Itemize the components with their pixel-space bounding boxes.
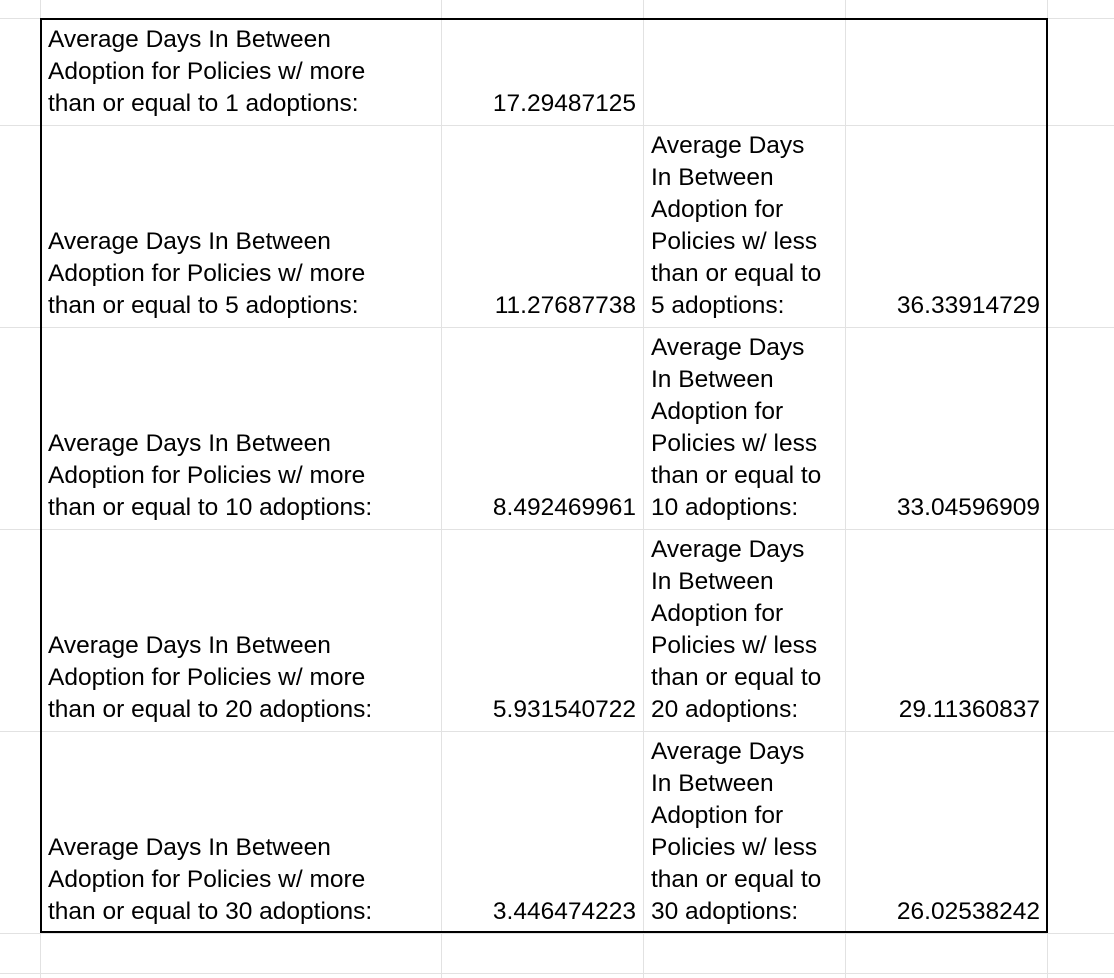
more-label-text: Average Days In Between Adoption for Policies w/ more than or equal to 5 adoptions: (48, 228, 366, 319)
less-label-text: Average Days In Between Adoption for Policies w/ less than or equal to 10 adoptions: (651, 334, 822, 521)
less-label-text: Average Days In Between Adoption for Policies w/ less than or equal to 5 adoptions: (651, 132, 822, 319)
cell-less-value[interactable] (846, 732, 1047, 933)
cell-less-label[interactable] (644, 126, 845, 327)
more-value-text: 3.446474223 (492, 898, 636, 925)
cell-more-label[interactable] (41, 126, 441, 327)
cell-more-value[interactable] (442, 732, 643, 933)
cell-more-label[interactable] (41, 732, 441, 933)
more-label-text: Average Days In Between Adoption for Policies w/ more than or equal to 20 adoptions: (48, 632, 373, 723)
cell-less-label[interactable] (644, 328, 845, 529)
empty-cell[interactable] (442, 934, 643, 973)
more-label-text: Average Days In Between Adoption for Policies w/ more than or equal to 10 adoptions: (48, 430, 373, 521)
less-value-text: 33.04596909 (896, 494, 1040, 521)
more-value-text: 8.492469961 (492, 494, 636, 521)
cell-less-label[interactable] (644, 19, 845, 125)
cell-more-value[interactable] (442, 530, 643, 731)
cell-less-label[interactable] (644, 530, 845, 731)
less-value-text: 26.02538242 (896, 898, 1040, 925)
less-label-text: Average Days In Between Adoption for Policies w/ less than or equal to 30 adoptions: (651, 738, 822, 925)
less-value-text: 29.11360837 (898, 696, 1040, 723)
more-label-text: Average Days In Between Adoption for Policies w/ more than or equal to 30 adoptions: (48, 834, 373, 925)
more-value-text: 17.29487125 (492, 90, 636, 117)
cell-more-value[interactable] (442, 19, 643, 125)
empty-cell[interactable] (41, 934, 441, 973)
cell-less-value[interactable] (846, 530, 1047, 731)
cell-more-label[interactable] (41, 530, 441, 731)
more-value-text: 11.27687738 (494, 292, 636, 319)
more-value-text: 5.931540722 (492, 696, 636, 723)
cell-less-value[interactable] (846, 19, 1047, 125)
cell-less-value[interactable] (846, 126, 1047, 327)
cell-less-value[interactable] (846, 328, 1047, 529)
empty-cell[interactable] (846, 934, 1047, 973)
cell-more-value[interactable] (442, 126, 643, 327)
cell-more-label[interactable] (41, 19, 441, 125)
gridline-horizontal (0, 973, 1114, 974)
cell-less-label[interactable] (644, 732, 845, 933)
more-label-text: Average Days In Between Adoption for Policies w/ more than or equal to 1 adoptions: (48, 26, 366, 117)
cell-more-label[interactable] (41, 328, 441, 529)
less-label-text: Average Days In Between Adoption for Policies w/ less than or equal to 20 adoptions: (651, 536, 822, 723)
empty-cell[interactable] (644, 934, 845, 973)
gridline-vertical (1047, 0, 1048, 978)
cell-more-value[interactable] (442, 328, 643, 529)
less-value-text: 36.33914729 (896, 292, 1040, 319)
